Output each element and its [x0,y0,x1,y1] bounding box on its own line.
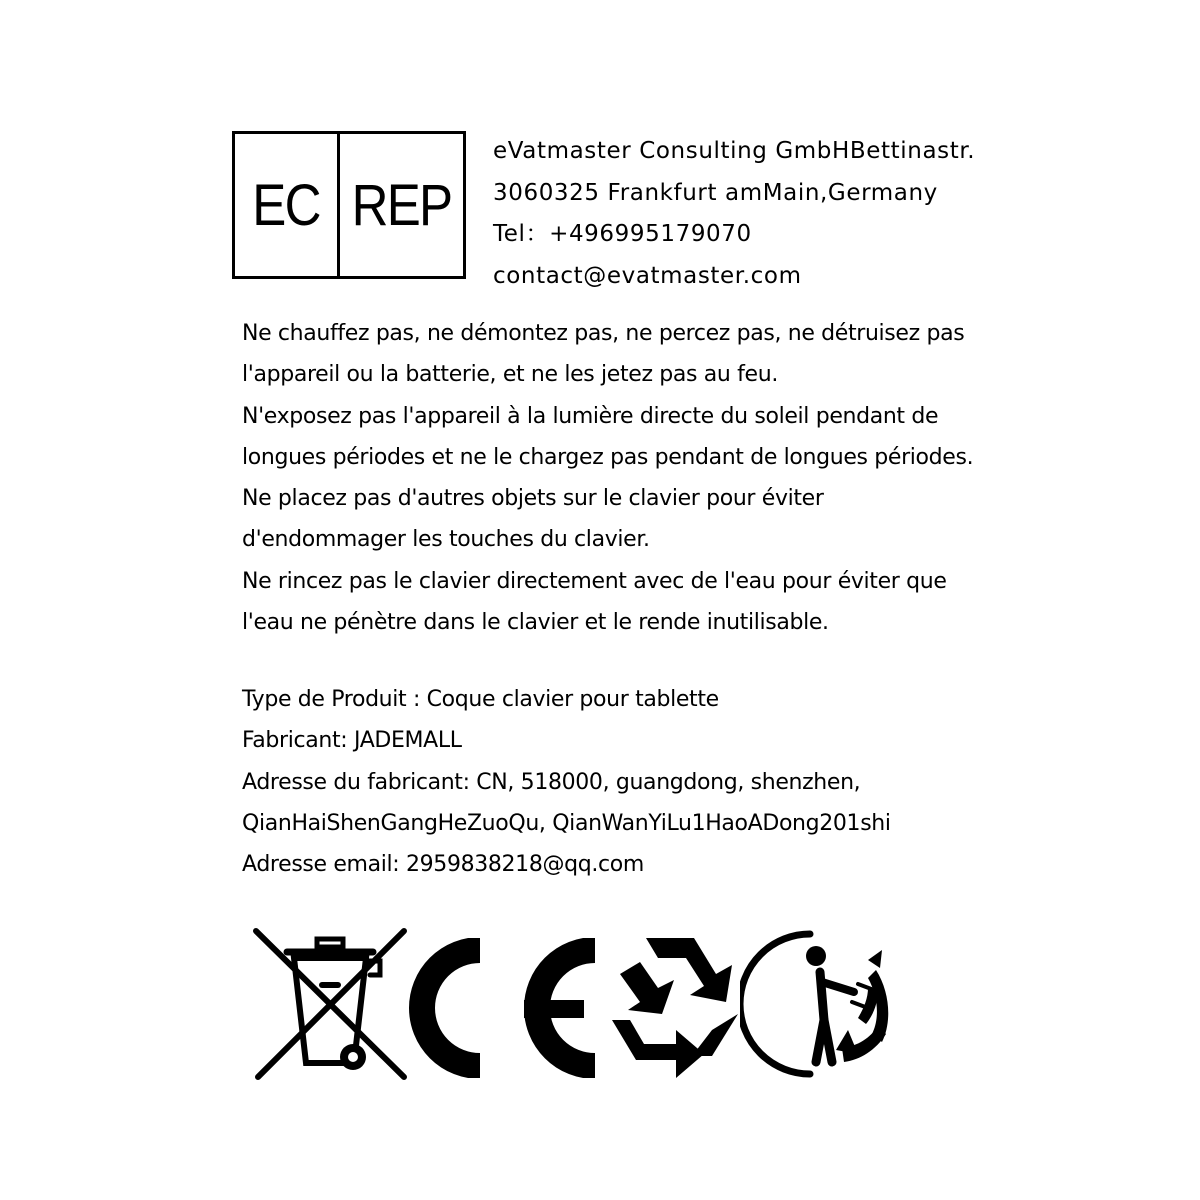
rep-label: REP [351,172,452,238]
authorized-representative-info [493,131,1013,297]
warning-line: l'eau ne pénètre dans le clavier et le rende inutilisable. [242,610,829,636]
manufacturer-address-line: Adresse du fabricant: CN, 518000, guangdong, shenzhen, [242,769,861,795]
crossed-out-wheelie-bin-icon [250,925,410,1085]
warning-line: Ne rincez pas le clavier directement avec de l'eau pour éviter que [242,568,947,594]
tidyman-icon [740,922,910,1087]
warning-line: Ne placez pas d'autres objets sur le clavier pour éviter [242,486,824,512]
warning-line: d'endommager les touches du clavier. [242,527,650,553]
rep-company-line: eVatmaster Consulting GmbHBettinastr. [493,138,976,164]
rep-phone-line: Tel：+496995179070 [493,221,752,247]
rep-email-line: contact@evatmaster.com [493,262,802,289]
ec-label: EC [252,172,320,238]
safety-warnings [242,313,1042,643]
product-info [242,679,1042,885]
warning-line: longues périodes et ne le chargez pas pendant de longues périodes. [242,444,974,470]
ec-rep-symbol [232,131,466,279]
manufacturer-address-line-2: QianHaiShenGangHeZuoQu, QianWanYiLu1HaoADong201shi [242,810,891,836]
product-type-line: Type de Produit : Coque clavier pour tablette [242,687,719,712]
warning-line: l'appareil ou la batterie, et ne les jetez pas au feu. [242,362,778,388]
ec-rep-divider [337,134,340,276]
manufacturer-email-line: Adresse email: 2959838218@qq.com [242,852,644,878]
manufacturer-line: Fabricant: JADEMALL [242,728,462,754]
rep-address-line: 3060325 Frankfurt amMain,Germany [493,179,938,206]
recycle-icon [592,928,752,1083]
warning-line: N'exposez pas l'appareil à la lumière directe du soleil pendant de [242,403,939,429]
warning-line: Ne chauffez pas, ne démontez pas, ne percez pas, ne détruisez pas [242,321,965,346]
ce-mark-icon [402,938,607,1078]
